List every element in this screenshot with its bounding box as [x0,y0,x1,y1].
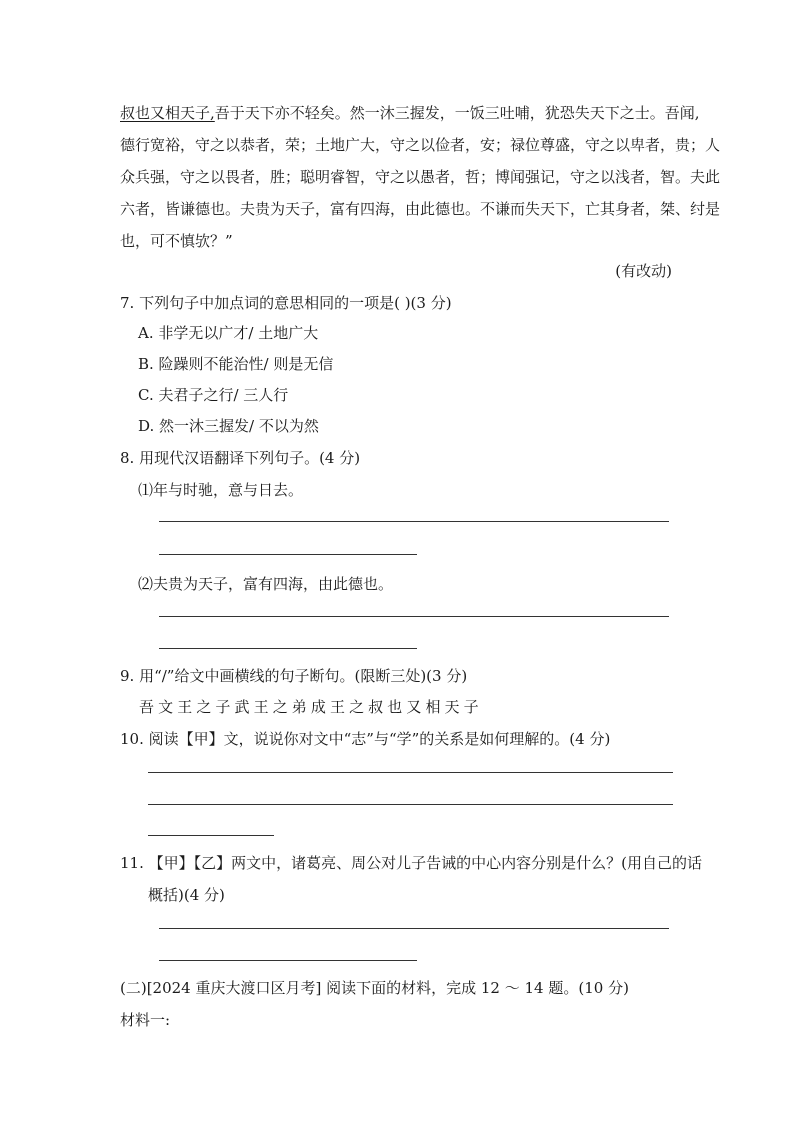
material-1-label: 材料一: [120,1011,171,1029]
sentence-char: 之 [272,698,288,716]
sentence-char: 王 [177,698,193,716]
question-8-stem: 8. 用现代汉语翻译下列句子。(4 分) [120,449,361,467]
sentence-char: 又 [406,698,422,716]
source-note: (有改动) [615,262,672,280]
question-9-sentence [137,696,481,717]
question-7-stem: 7. 下列句子中加点词的意思相同的一项是( )(3 分) [120,294,452,312]
passage-line-3: 众兵强，守之以畏者，胜；聪明睿智，守之以愚者，哲；博闻强记，守之以浅者，智。夫此 [120,168,721,186]
question-10-stem: 10. 阅读【甲】文，说说你对文中“志”与“学”的关系是如何理解的。(4 分) [120,730,611,748]
question-7-option-b: B. 险躁则不能治性/ 则是无信 [138,355,334,373]
sentence-char: 成 [310,698,326,716]
answer-line[interactable] [148,835,274,836]
answer-line[interactable] [148,804,673,805]
answer-line[interactable] [159,554,417,555]
answer-line[interactable] [159,928,669,929]
question-8-sub-1: ⑴年与时驰，意与日去。 [138,481,304,499]
passage-line-5: 也，可不慎欤？” [120,232,233,250]
question-7-option-a: A. 非学无以广才/ 土地广大 [138,324,319,342]
passage-line-4: 六者，皆谦德也。夫贵为天子，富有四海，由此德也。不谦而失天下，亡其身者，桀、纣是 [120,200,721,218]
answer-line[interactable] [159,616,669,617]
answer-line[interactable] [159,521,669,522]
answer-line[interactable] [159,648,417,649]
sentence-char: 吾 [139,698,155,716]
sentence-char: 武 [234,698,250,716]
sentence-char: 王 [329,698,345,716]
sentence-char: 之 [196,698,212,716]
question-8-sub-2: ⑵夫贵为天子，富有四海，由此德也。 [138,575,394,593]
section-2-heading: (二)[2024 重庆大渡口区月考] 阅读下面的材料，完成 12 ～ 14 题。(10 分) [120,979,629,997]
question-7-option-d: D. 然一沐三握发/ 不以为然 [138,417,319,435]
sentence-char: 王 [253,698,269,716]
sentence-char: 之 [349,698,365,716]
question-11-stem-line-2: 概括)(4 分) [148,886,225,904]
passage-line-2: 德行宽裕，守之以恭者，荣；土地广大，守之以俭者，安；禄位尊盛，守之以卑者，贵；人 [120,136,721,154]
answer-line[interactable] [148,772,673,773]
sentence-char: 叔 [368,698,384,716]
question-7-option-c: C. 夫君子之行/ 三人行 [138,386,289,404]
sentence-char: 文 [158,698,174,716]
question-9-stem: 9. 用“/”给文中画横线的句子断句。(限断三处)(3 分) [120,667,468,685]
answer-line[interactable] [159,960,417,961]
underlined-sentence: 叔也又相天子, [120,104,215,122]
sentence-char: 也 [387,698,403,716]
sentence-char: 弟 [291,698,307,716]
sentence-char: 天 [444,698,460,716]
question-11-stem-line-1: 11. 【甲】【乙】两文中，诸葛亮、周公对儿子告诫的中心内容分别是什么？(用自己的话 [120,854,702,872]
passage-line-1-rest: 吾于天下亦不轻矣。然一沐三握发，一饭三吐哺，犹恐失天下之士。吾闻, [214,104,700,122]
sentence-char: 子 [215,698,231,716]
passage-line-1 [120,102,700,123]
sentence-char: 子 [463,698,479,716]
sentence-char: 相 [425,698,441,716]
